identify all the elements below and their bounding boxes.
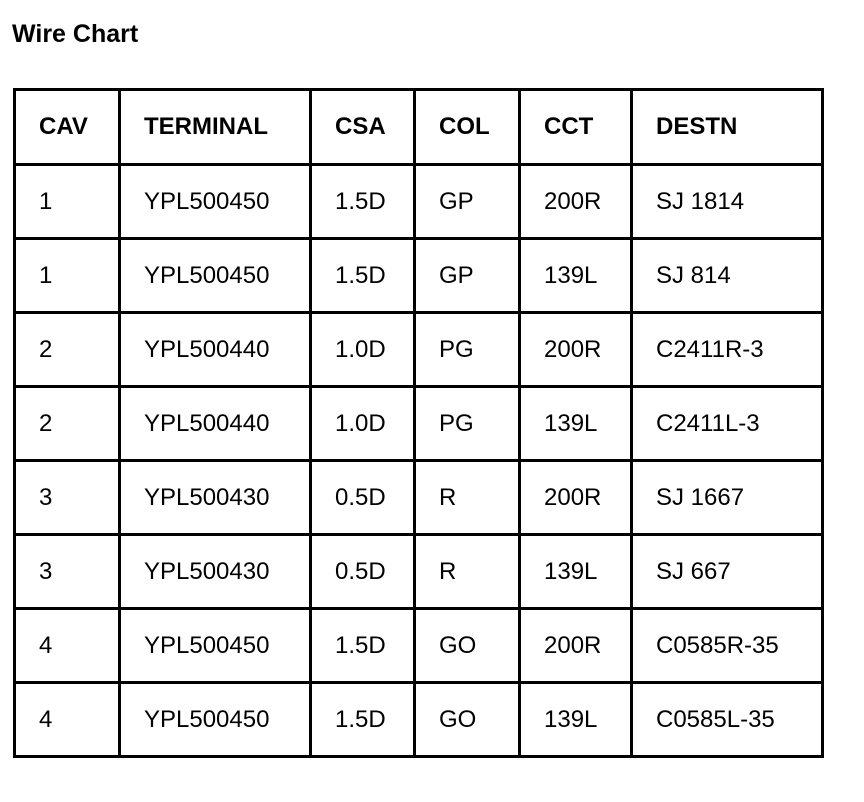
wire-chart-table <box>13 88 824 758</box>
cell-terminal: YPL500450 <box>120 683 311 757</box>
cell-cct: 139L <box>520 683 632 757</box>
cell-col: GP <box>415 239 520 313</box>
cell-destn: C0585R-35 <box>632 609 823 683</box>
cell-destn: C0585L-35 <box>632 683 823 757</box>
cell-destn: C2411L-3 <box>632 387 823 461</box>
cell-cct: 139L <box>520 387 632 461</box>
cell-cct: 200R <box>520 609 632 683</box>
table-row <box>15 535 823 609</box>
cell-terminal: YPL500450 <box>120 609 311 683</box>
cell-destn: SJ 814 <box>632 239 823 313</box>
table-row <box>15 387 823 461</box>
cell-col: R <box>415 461 520 535</box>
cell-col: PG <box>415 313 520 387</box>
cell-destn: SJ 667 <box>632 535 823 609</box>
cell-cct: 139L <box>520 239 632 313</box>
column-header-col: COL <box>415 90 520 165</box>
cell-terminal: YPL500430 <box>120 461 311 535</box>
cell-col: GO <box>415 609 520 683</box>
cell-csa: 0.5D <box>311 535 415 609</box>
cell-cav: 4 <box>15 683 120 757</box>
column-header-cav: CAV <box>15 90 120 165</box>
cell-terminal: YPL500440 <box>120 313 311 387</box>
cell-csa: 1.5D <box>311 239 415 313</box>
page-title: Wire Chart <box>12 20 139 48</box>
table-row <box>15 609 823 683</box>
cell-cav: 2 <box>15 387 120 461</box>
column-header-destn: DESTN <box>632 90 823 165</box>
table-row <box>15 461 823 535</box>
cell-csa: 0.5D <box>311 461 415 535</box>
table-row <box>15 239 823 313</box>
cell-terminal: YPL500440 <box>120 387 311 461</box>
cell-cav: 2 <box>15 313 120 387</box>
cell-terminal: YPL500430 <box>120 535 311 609</box>
cell-csa: 1.0D <box>311 387 415 461</box>
cell-terminal: YPL500450 <box>120 239 311 313</box>
column-header-csa: CSA <box>311 90 415 165</box>
cell-col: PG <box>415 387 520 461</box>
cell-cct: 200R <box>520 165 632 239</box>
cell-cav: 1 <box>15 239 120 313</box>
cell-cav: 1 <box>15 165 120 239</box>
column-header-terminal: TERMINAL <box>120 90 311 165</box>
cell-col: R <box>415 535 520 609</box>
cell-destn: C2411R-3 <box>632 313 823 387</box>
cell-cav: 3 <box>15 461 120 535</box>
cell-cav: 3 <box>15 535 120 609</box>
table-row <box>15 165 823 239</box>
cell-csa: 1.0D <box>311 313 415 387</box>
table-header-row <box>15 90 823 165</box>
cell-terminal: YPL500450 <box>120 165 311 239</box>
cell-cav: 4 <box>15 609 120 683</box>
table-row <box>15 683 823 757</box>
table-row <box>15 313 823 387</box>
cell-csa: 1.5D <box>311 683 415 757</box>
cell-destn: SJ 1667 <box>632 461 823 535</box>
cell-cct: 200R <box>520 461 632 535</box>
cell-col: GP <box>415 165 520 239</box>
cell-col: GO <box>415 683 520 757</box>
cell-cct: 200R <box>520 313 632 387</box>
cell-destn: SJ 1814 <box>632 165 823 239</box>
column-header-cct: CCT <box>520 90 632 165</box>
cell-cct: 139L <box>520 535 632 609</box>
cell-csa: 1.5D <box>311 609 415 683</box>
cell-csa: 1.5D <box>311 165 415 239</box>
